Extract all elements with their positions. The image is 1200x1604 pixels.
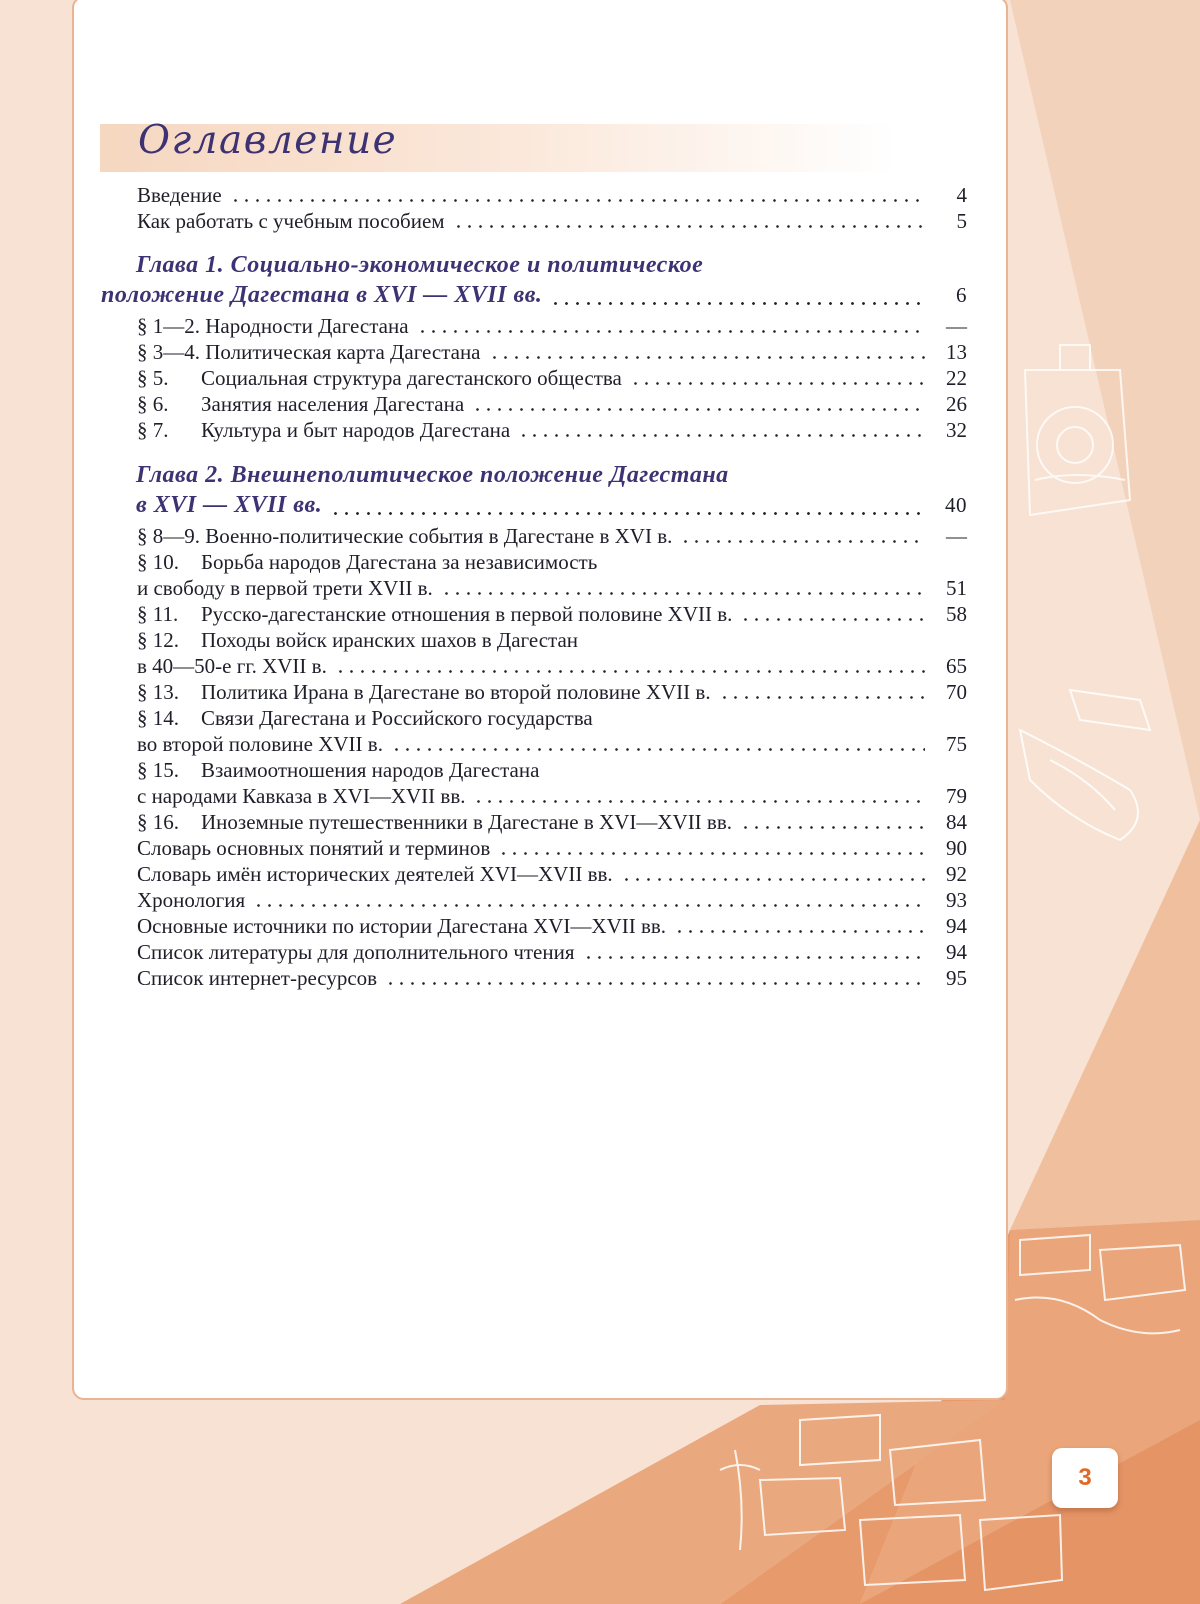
toc-entry[interactable]	[137, 183, 967, 209]
toc-entry-page: 4	[956, 183, 967, 207]
toc-entry-page: 95	[946, 966, 967, 990]
toc-section[interactable]	[137, 576, 967, 602]
section-number: § 12.	[137, 628, 179, 652]
chapter2-page: 40	[945, 493, 967, 517]
section-number: § 10.	[137, 550, 179, 574]
section-title: Политическая карта Дагестана	[205, 340, 481, 364]
section-page: 79	[946, 784, 967, 808]
toc-entry[interactable]	[137, 836, 967, 862]
toc-section[interactable]	[137, 654, 967, 680]
toc-entry-label: Список литературы для дополнительного чтения	[137, 940, 575, 964]
toc-entry-label: Как работать с учебным пособием	[137, 209, 445, 233]
section-title: Борьба народов Дагестана за независимость	[201, 550, 598, 574]
section-page: 32	[946, 418, 967, 442]
toc-section[interactable]	[137, 418, 967, 444]
toc-section-title-line1[interactable]	[137, 628, 578, 653]
toc-section[interactable]	[137, 524, 967, 550]
toc-entry-label: Список интернет-ресурсов	[137, 966, 378, 990]
section-page: 58	[946, 602, 967, 626]
section-page: 84	[946, 810, 967, 834]
toc-section[interactable]	[137, 366, 967, 392]
section-number: § 5.	[137, 366, 169, 390]
section-title: Иноземные путешественники в Дагестане в XVI—XVII вв.	[201, 810, 733, 834]
chapter1-heading-line2[interactable]	[101, 282, 967, 312]
toc-entry[interactable]	[137, 914, 967, 940]
section-page: 70	[946, 680, 967, 704]
section-number: § 6.	[137, 392, 169, 416]
dot-leader	[489, 354, 925, 361]
section-page: 22	[946, 366, 967, 390]
dot-leader	[740, 616, 925, 623]
toc-entry[interactable]	[137, 862, 967, 888]
section-title-cont: во второй половине XVII в.	[137, 732, 383, 756]
section-number: § 7.	[137, 418, 169, 442]
dot-leader	[391, 746, 925, 753]
dot-leader	[253, 902, 925, 909]
chapter1-page: 6	[956, 283, 967, 307]
toc-entry-page: 94	[946, 914, 967, 938]
chapter2-heading[interactable]: Глава 2. Внешнеполитическое положение Дагестана	[136, 462, 729, 488]
chapter1-heading[interactable]: Глава 1. Социально-экономическое и политическое	[136, 252, 704, 278]
toc-section[interactable]	[137, 732, 967, 758]
chapter2-title-cont: в XVI — XVII вв.	[136, 492, 323, 518]
section-page: 13	[946, 340, 967, 364]
section-page: 75	[946, 732, 967, 756]
toc-section[interactable]	[137, 602, 967, 628]
section-title: Занятия населения Дагестана	[201, 392, 465, 416]
section-title-cont: в 40—50-е гг. XVII в.	[137, 654, 327, 678]
section-number: § 11.	[137, 602, 179, 626]
section-number: § 14.	[137, 706, 179, 730]
dot-leader	[621, 876, 925, 883]
dot-leader	[473, 798, 925, 805]
section-number: § 15.	[137, 758, 179, 782]
toc-entry-page: 90	[946, 836, 967, 860]
page-title: Оглавление	[138, 118, 398, 163]
dot-leader	[583, 954, 925, 961]
dot-leader	[335, 668, 925, 675]
dot-leader	[472, 406, 925, 413]
toc-entry-page: 92	[946, 862, 967, 886]
toc-entry-label: Словарь имён исторических деятелей XVI—XVII вв.	[137, 862, 613, 886]
section-title: Культура и быт народов Дагестана	[201, 418, 511, 442]
dot-leader	[453, 223, 925, 230]
toc-section[interactable]	[137, 314, 967, 340]
section-title: Военно-политические события в Дагестане в XVI в.	[205, 524, 673, 548]
section-number: § 1—2.	[137, 314, 200, 338]
section-page: 65	[946, 654, 967, 678]
section-title: Социальная структура дагестанского общества	[201, 366, 622, 390]
toc-section-title-line1[interactable]	[137, 550, 597, 575]
toc-entry[interactable]	[137, 940, 967, 966]
section-title: Связи Дагестана и Российского государства	[201, 706, 593, 730]
toc-section[interactable]	[137, 340, 967, 366]
dot-leader	[330, 510, 925, 517]
toc-section[interactable]	[137, 392, 967, 418]
dot-leader	[441, 590, 925, 597]
dot-leader	[550, 300, 925, 307]
section-number: § 8—9.	[137, 524, 200, 548]
toc-section[interactable]	[137, 680, 967, 706]
toc-entry[interactable]	[137, 888, 967, 914]
dot-leader	[630, 380, 925, 387]
toc-entry-page: 93	[946, 888, 967, 912]
section-title: Народности Дагестана	[205, 314, 409, 338]
toc-entry[interactable]	[137, 966, 967, 992]
dot-leader	[674, 928, 925, 935]
section-title-cont: и свободу в первой трети XVII в.	[137, 576, 433, 600]
section-title: Политика Ирана в Дагестане во второй половине XVII в.	[201, 680, 711, 704]
dot-leader	[498, 850, 925, 857]
section-page: 51	[946, 576, 967, 600]
toc-section-title-line1[interactable]	[137, 706, 593, 731]
section-number: § 3—4.	[137, 340, 200, 364]
section-page: 26	[946, 392, 967, 416]
section-number: § 16.	[137, 810, 179, 834]
dot-leader	[417, 328, 925, 335]
toc-entry-label: Введение	[137, 183, 222, 207]
section-title: Русско-дагестанские отношения в первой половине XVII в.	[201, 602, 733, 626]
dot-leader	[680, 538, 925, 545]
section-title: Походы войск иранских шахов в Дагестан	[201, 628, 579, 652]
dot-leader	[740, 824, 925, 831]
toc-section-title-line1[interactable]	[137, 758, 539, 783]
toc-entry-label: Хронология	[137, 888, 246, 912]
chapter1-title-cont: положение Дагестана в XVI — XVII вв.	[101, 282, 543, 308]
toc-entry-page: 94	[946, 940, 967, 964]
section-title: Взаимоотношения народов Дагестана	[201, 758, 540, 782]
toc-entry-page: 5	[956, 209, 967, 233]
toc-section[interactable]	[137, 810, 967, 836]
dot-leader	[719, 694, 925, 701]
section-number: § 13.	[137, 680, 179, 704]
toc-entry-label: Словарь основных понятий и терминов	[137, 836, 491, 860]
dot-leader	[518, 432, 925, 439]
section-title-cont: с народами Кавказа в XVI—XVII вв.	[137, 784, 466, 808]
toc-entry-label: Основные источники по истории Дагестана XVI—XVII вв.	[137, 914, 667, 938]
section-page: —	[946, 314, 967, 338]
dot-leader	[385, 980, 925, 987]
toc-entry[interactable]	[137, 209, 967, 235]
dot-leader	[230, 197, 925, 204]
page-number-badge: 3	[1052, 1448, 1118, 1508]
section-page: —	[946, 524, 967, 548]
chapter2-heading-line2[interactable]	[136, 492, 967, 522]
toc-section[interactable]	[137, 784, 967, 810]
